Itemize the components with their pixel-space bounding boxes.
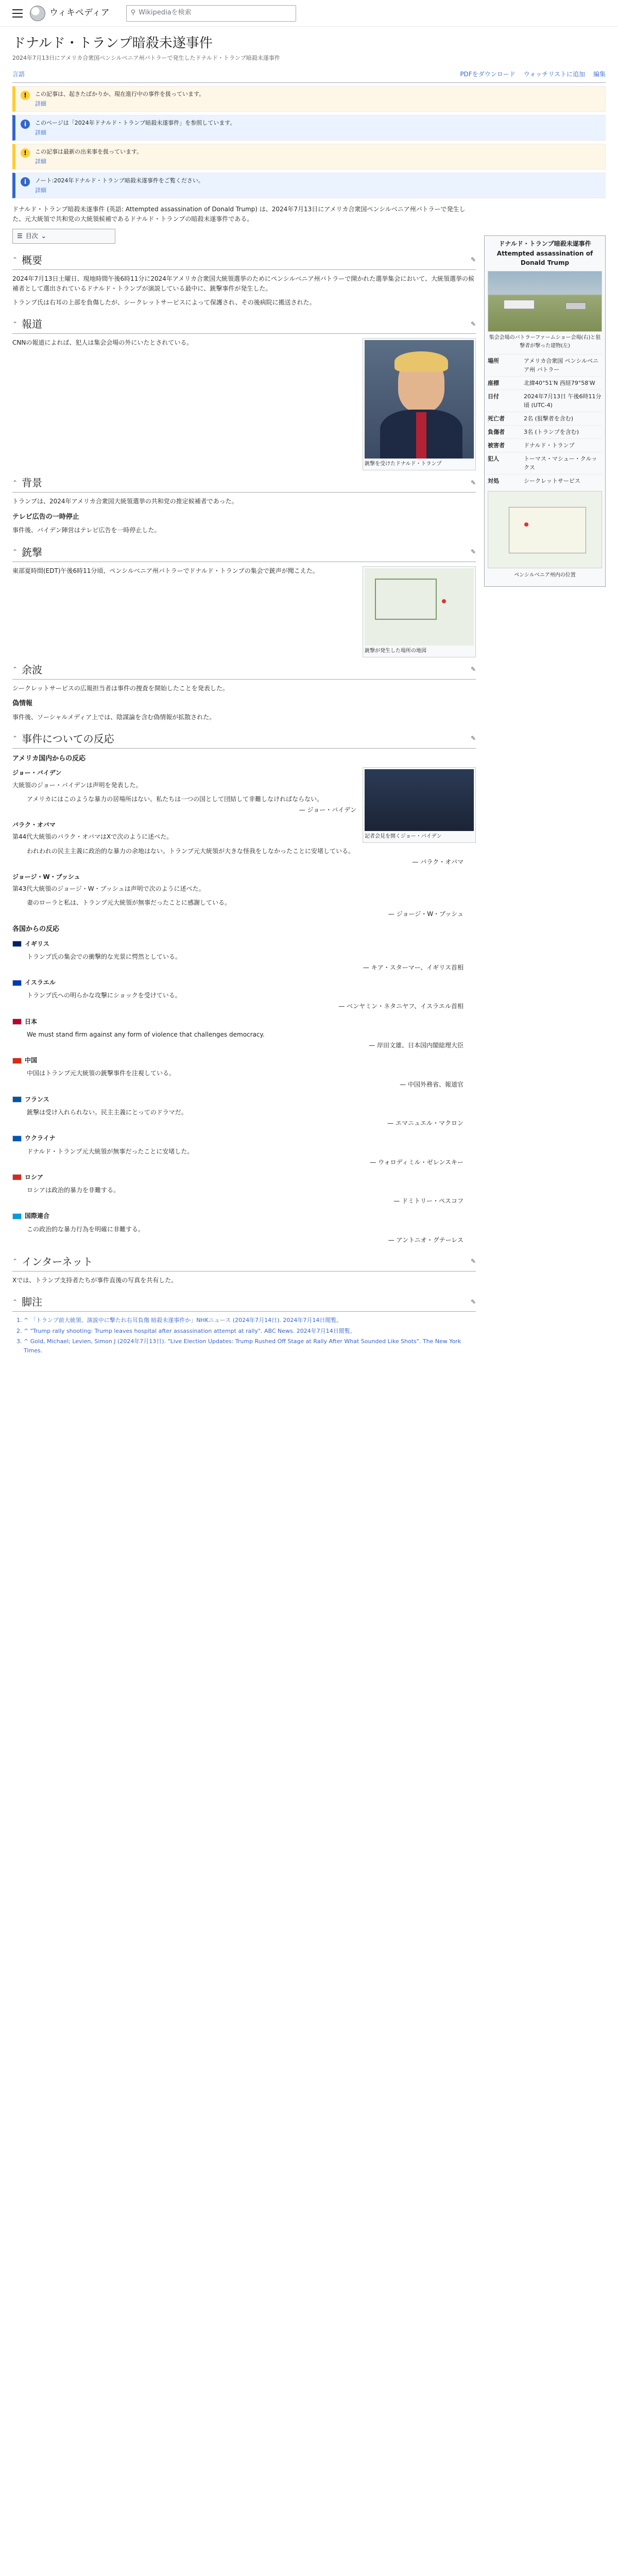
article-text: ドナルド・トランプ暗殺未遂事件 (英語: Attempted assassination of Donald Trump) は、2024年7月13日にアメリカ合衆国ペンシルベニア州バトラーで発生した、元大統領で共和党の大統領候補であるドナルド・トランプの暗殺未遂事件である。 ☰ 目次 ⌄ ⌃ 概要 ✎ 2024年7月13日土曜日、現地時間午後6時11分に2024年アメリカ合衆国大統領選挙のためにペンシルベニア州バトラーで開かれた選挙集会において、大統領選挙の候補者として選出されているドナルド・トランプが演説している最中に、銃撃事件が発生した。 トランプ氏は右耳の上部を負傷したが、シークレットサービスによって保護され、その後病院に搬送された。 ⌃ 報道 ✎ 銃撃を受けたドナルド・トランプ CNNの報道によれば、犯人は集会会場の外にいたとされている。 ⌃ 背景 ✎ トランプは、2024年アメリカ合衆国大統領選挙の共和党の推定候補者であった。 テレビ広告の一時停止 事件後、バイデン陣営はテレビ広告を一時停止した。 ⌃ 銃撃 ✎ 銃撃が発生した場所の地図 東部夏時間(EDT)午後6時11分頃、ペンシルベニア州バトラーでドナルド・トランプの集会で銃声が聞こえた。 ⌃ 余波 ✎ シークレットサービスの広報担当者は事件の捜査を開始したことを発表した。 偽情報 事件後、ソーシャルメディア上では、陰謀論を含む偽情報が拡散された。 ⌃ 事件についての反応 ✎ アメリカ国内からの反応 記者会見を開くジョー・バイデン ジョー・バイデン 大統領のジョー・バイデンは声明を発表した。 アメリカにはこのような暴力の居場所はない。私たちは一つの国として団結して非難しなければならない。 — ジョー・バイデン バラク・オバマ 第44代大統領のバラク・オバマはXで次のように述べた。 われわれの民主主義に政治的な暴力の余地はない。トランプ元大統領が大きな怪我をしなかったことに安堵している。 — バラク・オバマ ジョージ・W・ブッシュ 第43代大統領のジョージ・W・ブッシュは声明で次のように述べた。 妻のローラと私は、トランプ元大統領が無事だったことに感謝している。 — ジョージ・W・ブッシュ 各国からの反応 イギリス トランプ氏の集会での衝撃的な光景に愕然としている。 — キア・スターマー、イギリス首相 イスラエル トランプ氏への明らかな攻撃にショックを受けている。 — ベンヤミン・ネタニヤフ、イスラエル首相 日本 We must stand firm against any form of violence that challenges democracy. — 岸田文雄、日本国内閣総理大臣 中国 中国はトランプ元大統領の銃撃事件を注視している。 — 中国外務省、報道官 フランス 銃撃は受け入れられない。民主主義にとってのドラマだ。 — エマニュエル・マクロン ウクライナ ドナルド・トランプ元大統領が無事だったことに安堵した。 — ウォロディミル・ゼレンスキー ロシア ロシアは政治的暴力を非難する。 — ドミトリー・ペスコフ 国際連合 この政治的な暴力行為を明確に非難する。 — アントニオ・グテーレス ⌃ インターネット ✎ Xでは、トランプ支持者たちが事件直後の写真を共有した。 ⌃ 脚注 ✎ 1. ^ 「トランプ前大統領、演説中に撃たれ右耳負傷 暗殺未遂事件か」NHKニュース (2024年7月14日). 2024年7月14日閲覧。 2. ^ "Trump rally shooting: Trump leaves hospital after assassination attempt at rally". ABC News. 2024年7月14日閲覧。 3. ^ Gold, Michael; Levien, Simon J (2024年7月13日). "Live Election Updates: Trump Rushed Off Stage at Rally After What Sounded Like Shots". The New York Times.	[12, 205, 476, 1357]
infobox-value[interactable]: シークレットサービス	[524, 478, 580, 485]
flag-icon	[12, 980, 22, 986]
quote-block: トランプ氏への明らかな攻撃にショックを受けている。 — ベンヤミン・ネタニヤフ、イスラエル首相	[27, 992, 464, 1010]
infobox-row	[488, 452, 602, 474]
flag-icon	[12, 1136, 22, 1142]
infobox-key: 場所	[488, 358, 499, 364]
country-reaction	[12, 939, 476, 973]
infobox-value[interactable]: 3名 (トランプを含む)	[524, 429, 579, 436]
section-reactions[interactable]: ⌃ 事件についての反応 ✎	[12, 731, 476, 749]
infobox-value[interactable]: 2名 (狙撃者を含む)	[524, 415, 574, 422]
country-heading: ロシア	[12, 1173, 476, 1182]
infobox-key: 座標	[488, 380, 499, 387]
search-icon: ⚲	[130, 9, 136, 17]
reference-list	[12, 1316, 476, 1355]
infobox-value[interactable]: アメリカ合衆国 ペンシルベニア州 バトラー	[524, 358, 599, 374]
quote-block: アメリカにはこのような暴力の居場所はない。私たちは一つの国として団結して非難しなければならない。 — ジョー・バイデン	[27, 795, 356, 814]
notice-more-link[interactable]: 詳細	[35, 187, 46, 194]
infobox-title: ドナルド・トランプ暗殺未遂事件 Attempted assassination of Donald Trump	[496, 240, 593, 267]
language-button[interactable]: 言語	[12, 71, 25, 78]
quote-block: われわれの民主主義に政治的な暴力の余地はない。トランプ元大統領が大きな怪我をしなかったことに安堵している。 — バラク・オバマ	[27, 847, 464, 866]
chevron-up-icon: ⌃	[12, 735, 18, 742]
flag-icon	[12, 1096, 22, 1103]
edit-icon[interactable]: ✎	[470, 1298, 476, 1306]
infobox-row	[488, 389, 602, 412]
page-content	[0, 27, 618, 1357]
infobox-image[interactable]	[488, 271, 602, 332]
location-marker-icon	[524, 522, 528, 527]
chevron-down-icon: ⌄	[41, 232, 46, 240]
infobox-value[interactable]: ドナルド・トランプ	[524, 442, 575, 449]
quote-block: 銃撃は受け入れられない。民主主義にとってのドラマだ。 — エマニュエル・マクロン	[27, 1108, 464, 1127]
search-box[interactable]	[126, 5, 296, 22]
country-reaction	[12, 1056, 476, 1090]
edit-button[interactable]: 編集	[593, 71, 606, 78]
quote-block: 妻のローラと私は、トランプ元大統領が無事だったことに感謝している。 — ジョージ・W・ブッシュ	[27, 899, 464, 918]
flag-icon	[12, 1174, 22, 1180]
warning-icon: !	[21, 148, 30, 158]
table-of-contents[interactable]: ☰ 目次 ⌄	[12, 229, 115, 244]
country-reaction	[12, 1095, 476, 1129]
page-subtitle: 2024年7月13日にアメリカ合衆国ペンシルベニア州バトラーで発生したドナルド・トランプ暗殺未遂事件	[12, 54, 280, 61]
notice-more-link[interactable]: 詳細	[35, 129, 46, 136]
country-heading: フランス	[12, 1095, 476, 1105]
notice-more-link[interactable]: 詳細	[35, 158, 46, 165]
site-logo[interactable]	[30, 6, 110, 21]
infobox-key: 犯人	[488, 455, 499, 463]
infobox-key: 被害者	[488, 442, 505, 449]
notice-talk: i ノート:2024年ドナルド・トランプ暗殺未遂事件をご覧ください。 詳細	[12, 173, 606, 198]
edit-icon[interactable]: ✎	[470, 256, 476, 264]
biden-image	[365, 769, 474, 831]
top-bar	[0, 0, 618, 27]
section-overview[interactable]: ⌃ 概要 ✎	[12, 252, 476, 270]
edit-icon[interactable]: ✎	[470, 1258, 476, 1265]
flag-icon	[12, 941, 22, 947]
country-heading: イスラエル	[12, 978, 476, 988]
infobox-key: 日付	[488, 393, 499, 400]
notice-current-event: ! この記事は、起きたばかりか、現在進行中の事件を扱っています。 詳細	[12, 86, 606, 112]
portrait-image	[365, 340, 474, 459]
flag-icon	[12, 1213, 22, 1219]
quote-block: この政治的な暴力行為を明確に非難する。 — アントニオ・グテーレス	[27, 1225, 464, 1244]
portrait-thumbnail[interactable]: 銃撃を受けたドナルド・トランプ	[363, 338, 476, 470]
country-heading: イギリス	[12, 939, 476, 949]
infobox: ドナルド・トランプ暗殺未遂事件 Attempted assassination of Donald Trump 集会会場のバトラーファームショー会場(右)と狙撃者が撃った建物(左) 場所 アメリカ合衆国 ペンシルベニア州 バトラー 座標 北緯40°51′N 西経79°58′W 日付 2024年7月13日 午後6時11分頃 (UTC-4) 死亡者 2名 (狙撃者を含む) 負傷者 3名 (トランプを含む) 被害者 ドナルド・トランプ 犯人 トーマス・マシュー・クルックス 対処 シークレットサービス ペンシルベニア州内の位置	[484, 235, 606, 587]
location-map[interactable]	[488, 491, 602, 568]
notice-redirect: i このページは「2024年ドナルド・トランプ暗殺未遂事件」を参照しています。 詳細	[12, 115, 606, 141]
watchlist-button[interactable]: ウォッチリストに追加	[523, 71, 585, 78]
infobox-rows	[488, 354, 602, 488]
list-icon: ☰	[17, 232, 23, 240]
section-internet[interactable]: ⌃ インターネット ✎	[12, 1253, 476, 1272]
notice-more-link[interactable]: 詳細	[35, 100, 46, 107]
search-input[interactable]: Wikipediaを検索	[139, 9, 192, 17]
country-reaction	[12, 978, 476, 1012]
reference-item[interactable]: 3. ^ Gold, Michael; Levien, Simon J (2024年7月13日). "Live Election Updates: Trump Rushed Off Stage at Rally After What Sounded Like Shots". The New York Times.	[24, 1337, 476, 1355]
info-icon: i	[21, 120, 30, 129]
country-heading: ウクライナ	[12, 1133, 476, 1143]
subsection-tv: テレビ広告の一時停止	[12, 513, 79, 521]
quote-block: トランプ氏の集会での衝撃的な光景に愕然としている。 — キア・スターマー、イギリス首相	[27, 953, 464, 971]
flag-icon	[12, 1019, 22, 1025]
map-thumbnail[interactable]: 銃撃が発生した場所の地図	[363, 566, 476, 657]
country-reaction	[12, 1133, 476, 1167]
section-shooting[interactable]: ⌃ 銃撃 ✎	[12, 544, 476, 562]
flag-icon	[12, 1058, 22, 1064]
site-name: ウィキペディア	[49, 8, 110, 19]
reference-item[interactable]: 2. ^ "Trump rally shooting: Trump leaves hospital after assassination attempt at rally". ABC News. 2024年7月14日閲覧。	[24, 1327, 476, 1336]
infobox-key: 負傷者	[488, 429, 505, 436]
biden-thumbnail[interactable]: 記者会見を開くジョー・バイデン	[363, 767, 476, 843]
country-reaction	[12, 1211, 476, 1245]
quote-block: 中国はトランプ元大統領の銃撃事件を注視している。 — 中国外務省、報道官	[27, 1070, 464, 1088]
article-body	[12, 205, 606, 1357]
edit-icon[interactable]: ✎	[470, 665, 476, 673]
chevron-up-icon: ⌃	[12, 665, 18, 673]
quote-block: We must stand firm against any form of violence that challenges democracy. — 岸田文雄、日本国内閣総理大臣	[27, 1030, 464, 1049]
infobox-row	[488, 438, 602, 452]
pdf-download-button[interactable]: PDFをダウンロード	[460, 71, 516, 78]
chevron-up-icon: ⌃	[12, 548, 18, 555]
chevron-up-icon: ⌃	[12, 256, 18, 264]
infobox-row	[488, 376, 602, 389]
site-map-image	[365, 568, 474, 646]
section-report[interactable]: ⌃ 報道 ✎	[12, 316, 476, 334]
infobox-key: 死亡者	[488, 415, 505, 422]
edit-icon[interactable]: ✎	[470, 320, 476, 328]
subsection-reactions-us: アメリカ国内からの反応	[12, 754, 86, 762]
infobox-row	[488, 425, 602, 438]
reactions-us-list: ジョー・バイデン 大統領のジョー・バイデンは声明を発表した。 アメリカにはこのような暴力の居場所はない。私たちは一つの国として団結して非難しなければならない。 — ジョー・バイデン バラク・オバマ 第44代大統領のバラク・オバマはXで次のように述べた。 われわれの民主主義に政治的な暴力の余地はない。トランプ元大統領が大きな怪我をしなかったことに安堵している。 — バラク・オバマ ジョージ・W・ブッシュ 第43代大統領のジョージ・W・ブッシュは声明で次のように述べた。 妻のローラと私は、トランプ元大統領が無事だったことに感謝している。 — ジョージ・W・ブッシュ	[12, 768, 476, 919]
chevron-up-icon: ⌃	[12, 320, 18, 328]
edit-icon[interactable]: ✎	[470, 548, 476, 555]
wikipedia-globe-icon	[30, 6, 45, 21]
infobox-value[interactable]: 2024年7月13日 午後6時11分頃 (UTC-4)	[524, 393, 602, 409]
country-heading: 日本	[12, 1017, 476, 1027]
quote-block: ロシアは政治的暴力を非難する。 — ドミトリー・ペスコフ	[27, 1187, 464, 1205]
subsection-disinfo: 偽情報	[12, 699, 33, 707]
reactions-intl-list	[12, 939, 476, 1246]
country-reaction	[12, 1173, 476, 1207]
chevron-up-icon: ⌃	[12, 479, 18, 486]
infobox-value[interactable]: トーマス・マシュー・クルックス	[524, 455, 597, 471]
quote-block: ドナルド・トランプ元大統領が無事だったことに安堵した。 — ウォロディミル・ゼレンスキー	[27, 1147, 464, 1166]
section-aftermath[interactable]: ⌃ 余波 ✎	[12, 662, 476, 680]
country-heading: 中国	[12, 1056, 476, 1065]
edit-icon[interactable]: ✎	[470, 479, 476, 486]
chevron-up-icon: ⌃	[12, 1258, 18, 1265]
country-heading: 国際連合	[12, 1211, 476, 1221]
subsection-reactions-intl: 各国からの反応	[12, 925, 60, 933]
section-background[interactable]: ⌃ 背景 ✎	[12, 474, 476, 493]
infobox-row	[488, 412, 602, 425]
section-notes[interactable]: ⌃ 脚注 ✎	[12, 1294, 476, 1312]
menu-icon[interactable]	[12, 9, 23, 18]
info-icon: i	[21, 177, 30, 187]
chevron-up-icon: ⌃	[12, 1298, 18, 1306]
country-reaction	[12, 1017, 476, 1051]
warning-icon: !	[21, 91, 30, 100]
infobox-row	[488, 354, 602, 376]
infobox-value[interactable]: 北緯40°51′N 西経79°58′W	[524, 380, 595, 387]
lead-paragraph: ドナルド・トランプ暗殺未遂事件 (英語: Attempted assassination of Donald Trump) は、2024年7月13日にアメリカ合衆国ペンシルベニア州バトラーで発生した、元大統領で共和党の大統領候補であるドナルド・トランプの暗殺未遂事件である。	[12, 206, 466, 223]
reference-item[interactable]: 1. ^ 「トランプ前大統領、演説中に撃たれ右耳負傷 暗殺未遂事件か」NHKニュース (2024年7月14日). 2024年7月14日閲覧。	[24, 1316, 476, 1325]
page-title: ドナルド・トランプ暗殺未遂事件	[12, 36, 213, 51]
infobox-row	[488, 474, 602, 487]
edit-icon[interactable]: ✎	[470, 735, 476, 742]
article-toolbar	[12, 66, 606, 83]
notice-recent: ! この記事は最新の出来事を扱っています。 詳細	[12, 144, 606, 170]
infobox-key: 対処	[488, 478, 499, 485]
